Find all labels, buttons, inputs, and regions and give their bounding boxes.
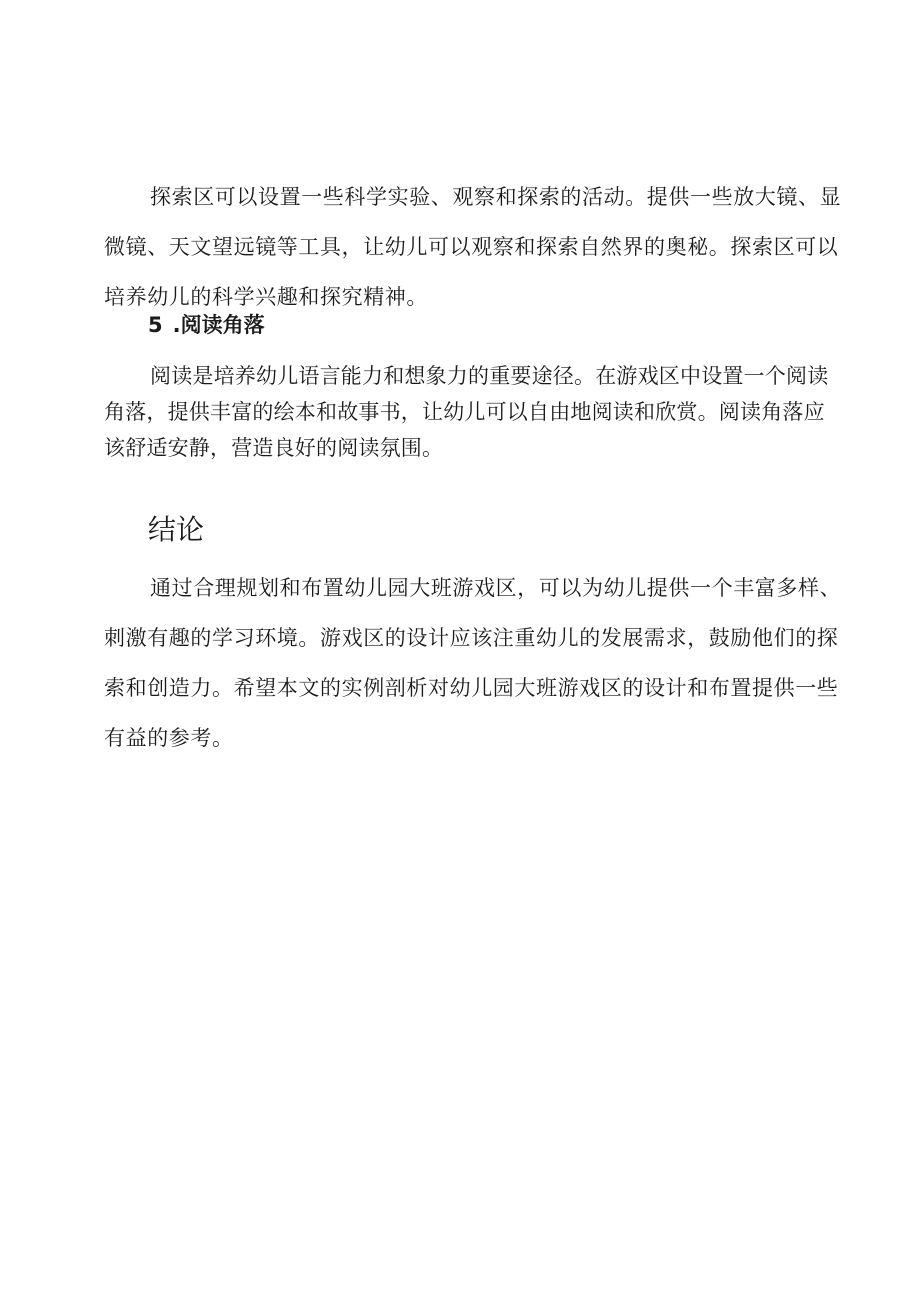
- section-title: .阅读角落: [172, 313, 265, 337]
- paragraph-conclusion: 通过合理规划和布置幼儿园大班游戏区，可以为幼儿提供一个丰富多样、刺激有趣的学习环境。游戏区的设计应该注重幼儿的发展需求，鼓励他们的探索和创造力。希望本文的实例剖析对幼儿园大班游戏区的设计和布置提供一些有益的参考。: [104, 576, 842, 750]
- paragraph-reading-corner: 阅读是培养幼儿语言能力和想象力的重要途径。在游戏区中设置一个阅读角落，提供丰富的绘本和故事书，让幼儿可以自由地阅读和欣赏。阅读角落应该舒适安静，营造良好的阅读氛围。: [104, 364, 829, 460]
- section-heading-reading-corner: [148, 309, 265, 341]
- paragraph-explore-area: 探索区可以设置一些科学实验、观察和探索的活动。提供一些放大镜、显微镜、天文望远镜等工具，让幼儿可以观察和探索自然界的奥秘。探索区可以培养幼儿的科学兴趣和探究精神。: [104, 185, 842, 309]
- conclusion-heading: 结论: [148, 513, 205, 546]
- section-number: 5: [148, 313, 163, 337]
